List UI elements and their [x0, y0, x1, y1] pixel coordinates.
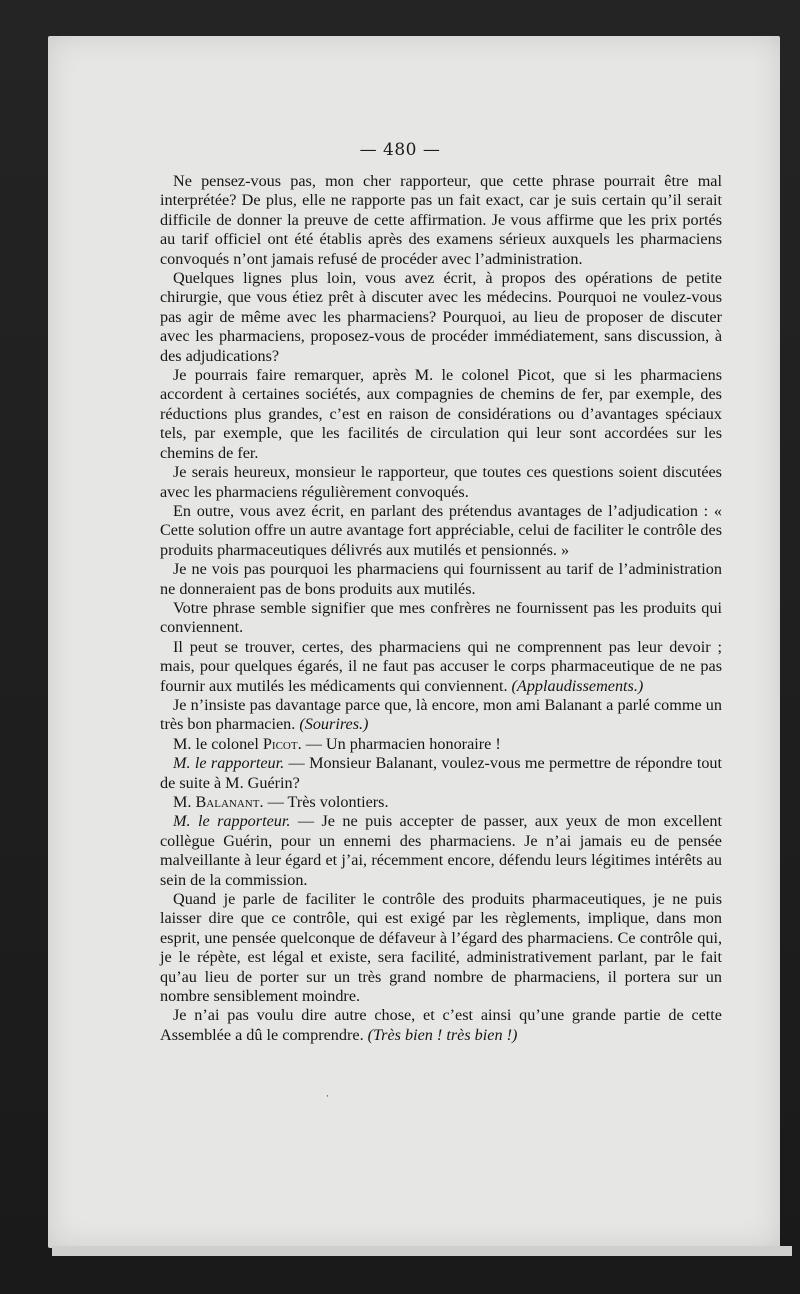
dialogue-line: [160, 812, 722, 890]
speaker-name: M. le rapporteur.: [173, 812, 291, 831]
paragraph-text: — Je ne puis accepter de passer, aux yeux de mon excellent collègue Guérin, pour un ennemi des pharmaciens. Je n’ai jamais eu de pensée malveillante à leur égard et j’ai, récemment encore, défendu leurs légitimes intérêts au sein de la commission.: [160, 812, 723, 889]
paragraph: [160, 366, 722, 463]
speaker-name: Picot.: [262, 734, 302, 753]
paragraph-text: Quand je parle de faciliter le contrôle des produits pharmaceutiques, je ne puis laisser dire que ce contrôle, qui est exigé par les règlements, implique, dans mon esprit, une pensée quelconque de défaveur à l’égard des pharmaciens. Ce contrôle qui, je le répète, est légal et existe, sera facilité, administrativement parlant, par le fait qu’au lieu de porter sur un très grand nombre de pharmaciens, il portera sur un nombre sensiblement moindre.: [160, 890, 722, 1006]
dialogue-line: [160, 735, 722, 754]
paragraph: [160, 463, 722, 502]
paragraph-text: Je ne vois pas pourquoi les pharmaciens qui fournissent au tarif de l’administration ne donneraient pas de bons produits aux mutilés.: [160, 560, 722, 598]
stage-note: (Très bien ! très bien !): [367, 1025, 518, 1044]
paragraph-text: Votre phrase semble signifier que mes confrères ne fournissent pas les produits qui conviennent.: [160, 598, 722, 637]
page-number: — 480 —: [359, 140, 441, 160]
paragraph-text: Je n’insiste pas davantage parce que, là encore, mon ami Balanant a parlé comme un très bon pharmacien.: [160, 695, 722, 734]
speaker-name: Balanant.: [195, 793, 264, 811]
paragraph-text: Quelques lignes plus loin, vous avez écrit, à propos des opérations de petite chirurgie, que vous étiez prêt à discuter avec les médecins. Pourquoi ne voulez-vous pas agir de même avec les pharmaciens? Pourquoi, au lieu de proposer de discuter avec les pharmaciens, proposez-vous de procéder immédiatement, sans discussion, à des adjudications?: [160, 269, 722, 365]
paragraph-text: Il peut se trouver, certes, des pharmaciens qui ne comprennent pas leur devoir ; mais, pour quelques égarés, il ne faut pas accuser le corps pharmaceutique de ne pas fournir aux mutilés les médicaments qui conviennent.: [160, 637, 722, 695]
paragraph: [160, 502, 722, 560]
paragraph: [160, 1006, 722, 1045]
paragraph: [160, 638, 722, 696]
paragraph-text: — Monsieur Balanant, voulez-vous me permettre de répondre tout de suite à M. Guérin?: [160, 754, 722, 792]
paragraph-text: Ne pensez-vous pas, mon cher rapporteur, que cette phrase pourrait être mal interprétée? De plus, elle ne rapporte pas un fait exact, car je suis certain qu’il serait difficile de donner la preuve de cette affirmation. Je vous affirme que les prix portés au tarif officiel ont été établis après des examens sérieux auxquels les pharmaciens convoqués n’ont jamais refusé de procéder avec l’administration.: [160, 172, 722, 268]
paragraph: [160, 269, 722, 366]
body-text: [160, 172, 722, 1045]
paragraph-text: Je pourrais faire remarquer, après M. le colonel Picot, que si les pharmaciens accordent à certaines sociétés, aux compagnies de chemins de fer, par exemple, des réductions plus grandes, c’est en raison de considérations ou d’avantages spéciaux tels, par exemple, que les facilités de circulation qui leur sont accordées sur les chemins de fer.: [160, 366, 722, 462]
paragraph-text: En outre, vous avez écrit, en parlant des prétendus avantages de l’adjudication : « Cette solution offre un autre avantage fort appréciable, celui de faciliter le contrôle des produits pharmaceutiques délivrés aux mutilés et pensionnés. »: [160, 501, 722, 559]
paragraph: [160, 172, 722, 269]
paragraph: [160, 890, 722, 1006]
stage-note: (Sourires.): [299, 715, 369, 734]
speaker-prefix: M. le colonel: [173, 734, 263, 753]
paragraph: [160, 696, 722, 735]
paragraph: [160, 560, 722, 599]
paragraph-text: — Un pharmacien honoraire !: [305, 734, 501, 753]
stage-note: (Applaudissements.): [511, 676, 644, 695]
paragraph: [160, 599, 722, 638]
speaker-prefix: M.: [173, 793, 196, 811]
dialogue-line: [160, 793, 722, 812]
stray-mark: ·: [326, 1092, 329, 1102]
paragraph-text: — Très volontiers.: [267, 793, 389, 811]
speaker-name: M. le rapporteur.: [173, 754, 285, 773]
dialogue-line: [160, 754, 722, 793]
paragraph-text: Je n’ai pas voulu dire autre chose, et c’est ainsi qu’une grande partie de cette Assemblée a dû le comprendre.: [160, 1006, 722, 1044]
paragraph-text: Je serais heureux, monsieur le rapporteur, que toutes ces questions soient discutées avec les pharmaciens régulièrement convoqués.: [160, 463, 722, 501]
page-bottom-edge: [52, 1246, 792, 1256]
